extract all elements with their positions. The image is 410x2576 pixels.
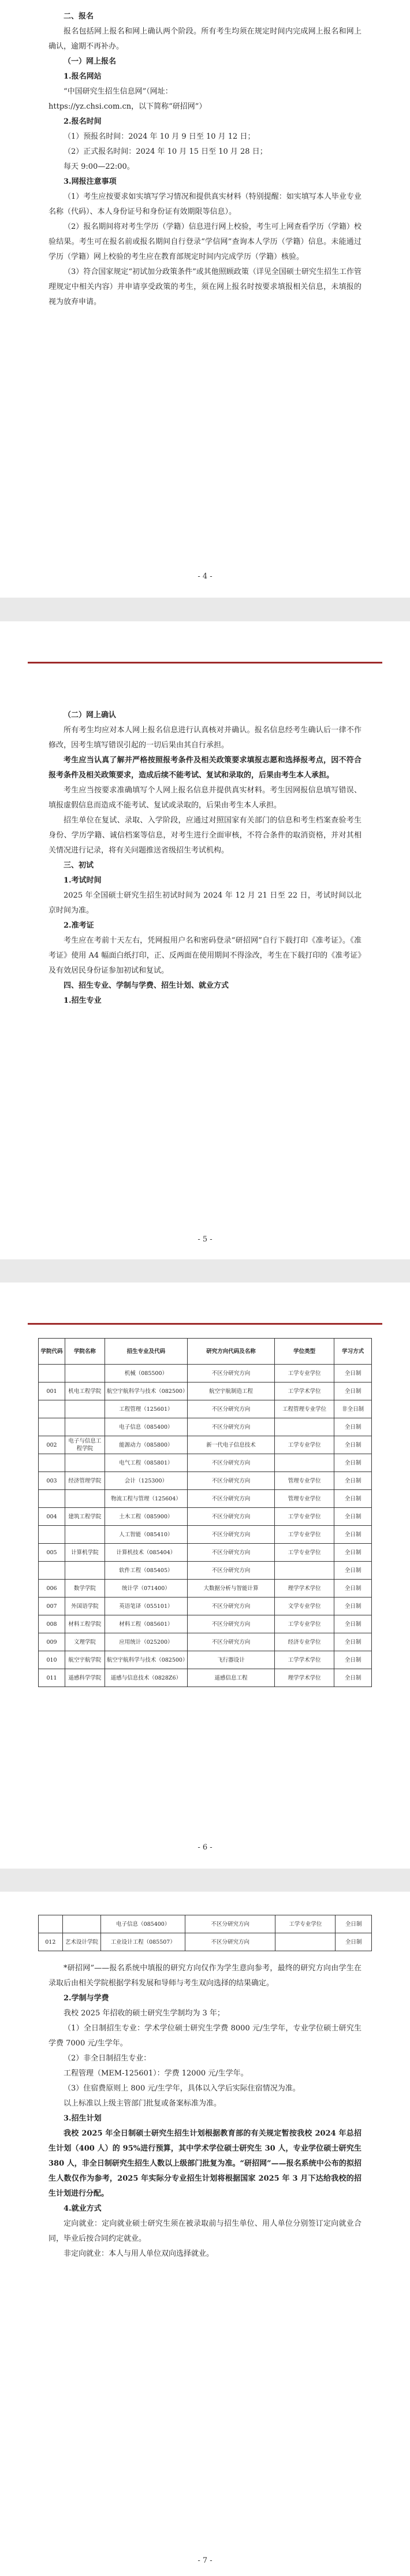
table-cell: 全日制 [334,1633,372,1651]
item-heading: 2.准考证 [64,921,94,930]
table-row [39,1508,372,1526]
table-cell: 不区分研究方向 [188,1400,275,1418]
table-cell [39,1526,65,1544]
table-cell: 工学专业学位 [275,1615,334,1633]
table-cell: 电子与信息工程学院 [65,1436,105,1454]
table-cell: 全日制 [334,1615,372,1633]
table-cell: 工学专业学位 [275,1508,334,1526]
table-cell [62,1915,101,1933]
table-row [39,1382,372,1400]
table-cell: 全日制 [334,1436,372,1454]
paragraph: （1）全日制招生专业：学术学位硕士研究生学费 8000 元/生学年，专业学位硕士研究生学费 7000 元/生学年。 [49,2024,361,2048]
table-row [39,1526,372,1544]
item-heading: 1.报名网站 [64,72,102,81]
table-row [39,1490,372,1508]
table-cell: 不区分研究方向 [185,1915,275,1933]
table-cell: 管理专业学位 [275,1472,334,1490]
table-cell: 不区分研究方向 [188,1508,275,1526]
table-row [39,1651,372,1669]
item-heading: 1.考试时间 [64,876,102,885]
paragraph: 招生单位在复试、录取、入学阶段，应通过对照国家有关部门的信息和考生档案查验考生身份、学历学籍、诚信档案等信息，对考生进行全面审核，不符合条件的取消资格，并对其相关情况进行记录，将有关问题推送省级招生考试机构。 [49,816,361,855]
table-cell: 不区分研究方向 [188,1526,275,1544]
page-body [49,1961,361,2262]
table-row [39,1580,372,1598]
table-cell: 009 [39,1633,65,1651]
paragraph: 报名包括网上报名和网上确认两个阶段。所有考生均须在规定时间内完成网上报名和网上确认，逾期不再补办。 [49,27,361,51]
subsection-heading: （一）网上报名 [64,57,117,66]
table-cell: 管理专业学位 [275,1490,334,1508]
table-cell: 002 [39,1436,65,1454]
table-cell: 全日制 [334,1365,372,1382]
paragraph: （2）非全日制招生专业： [64,2054,151,2063]
table-cell [39,1915,63,1933]
table-cell [39,1418,65,1436]
col-header: 学位类型 [275,1339,334,1365]
table-cell: 电气工程（085801） [105,1454,187,1472]
table-row [39,1436,372,1454]
table-row [39,1454,372,1472]
table-cell: 经济管理学院 [65,1472,105,1490]
table-cell: 经济专业学位 [275,1633,334,1651]
document-page-7 [0,1892,410,2576]
table-cell: 005 [39,1544,65,1562]
table-cell: 全日制 [334,1382,372,1400]
table-cell: 不区分研究方向 [188,1598,275,1615]
table-cell: 不区分研究方向 [188,1365,275,1382]
table-cell: 不区分研究方向 [188,1615,275,1633]
paragraph: 工程管理（MEM-125601）：学费 12000 元/生学年。 [64,2069,248,2078]
table-cell [65,1418,105,1436]
table-cell: 全日制 [334,1669,372,1687]
table-row [39,1472,372,1490]
table-cell: 机械（085500） [105,1365,187,1382]
table-cell [65,1454,105,1472]
table-row [39,1633,372,1651]
table-row [39,1562,372,1580]
paragraph: 以上标准以上级主管部门批复或备案标准为准。 [64,2099,222,2108]
col-header: 学院代码 [39,1339,65,1365]
table-cell: 不区分研究方向 [188,1544,275,1562]
table-cell: 007 [39,1598,65,1615]
table-cell: 工程管理（125601） [105,1400,187,1418]
paragraph: 定向就业：定向就业硕士研究生须在被录取前与招生单位、用人单位分别签订定向就业合同，毕业后按合同约定就业。 [49,2219,361,2243]
table-cell: 数学学院 [65,1580,105,1598]
item-heading: 2.报名时间 [64,117,102,126]
table-cell: 全日制 [334,1508,372,1526]
table-cell: 012 [39,1933,63,1951]
table-cell: 大数据分析与智能计算 [188,1580,275,1598]
document-page-4 [0,0,410,598]
table-cell: 材料工程学院 [65,1615,105,1633]
table-cell [65,1562,105,1580]
table-cell: 航空宇航科学与技术（082500） [105,1382,187,1400]
section-heading-exam: 三、初试 [64,861,94,870]
table-cell: 文学专业学位 [275,1598,334,1615]
table-cell: 不区分研究方向 [185,1933,275,1951]
item-heading: 3.网报注意事项 [64,177,117,186]
paragraph: “中国研究生招生信息网”（网址： [64,87,173,96]
table-cell: 工学学术学位 [275,1651,334,1669]
table-cell: 机电工程学院 [65,1382,105,1400]
table-row [39,1615,372,1633]
paragraph: 我校 2025 年招收的硕士研究生学制均为 3 年； [64,2009,225,2018]
table-cell: 004 [39,1508,65,1526]
table-cell [275,1454,334,1472]
table-cell: 不区分研究方向 [188,1418,275,1436]
document-page-5 [0,621,410,1259]
col-header: 研究方向代码及名称 [188,1339,275,1365]
table-cell: 工学专业学位 [275,1915,336,1933]
table-cell: 航空宇航学院 [65,1651,105,1669]
table-cell: 物流工程与管理（125604） [105,1490,187,1508]
table-cell [65,1365,105,1382]
table-row [39,1365,372,1382]
page-body [49,708,361,1009]
subsection-heading: （二）网上确认 [64,711,117,720]
table-header-row [39,1339,372,1365]
table-cell: 不区分研究方向 [188,1490,275,1508]
col-header: 学院名称 [65,1339,105,1365]
table-cell: 土木工程（085900） [105,1508,187,1526]
table-cell: 外国语学院 [65,1598,105,1615]
page-body [49,9,361,310]
table-cell: 会计（125300） [105,1472,187,1490]
table-cell: 全日制 [336,1933,372,1951]
table-cell [39,1365,65,1382]
table-cell: 计算机学院 [65,1544,105,1562]
table-cell: 软件工程（085405） [105,1562,187,1580]
table-cell: 工学专业学位 [275,1436,334,1454]
table-cell [275,1562,334,1580]
table-cell: 人工智能（085410） [105,1526,187,1544]
table-cell: 应用统计（025200） [105,1633,187,1651]
bold-notice: 考生应当认真了解并严格按照报考条件及相关政策要求填报志愿和选择报考点，因不符合报考条件及相关政策要求，造成后续不能考试、复试和录取的，后果由考生本人承担。 [49,756,361,780]
table-cell [39,1400,65,1418]
table-cell: 全日制 [334,1472,372,1490]
table-cell: 航空宇航制造工程 [188,1382,275,1400]
section-heading-majors: 四、招生专业、学制与学费、招生计划、就业方式 [64,981,229,990]
table-cell: 008 [39,1615,65,1633]
website-link[interactable]: https://yz.chsi.com.cn，以下简称“研招网”） [49,102,207,111]
table-row [39,1400,372,1418]
table-cell [65,1526,105,1544]
table-cell [39,1490,65,1508]
paragraph: 考生应在考前十天左右，凭网报用户名和密码登录“研招网”自行下载打印《准考证》。《准考证》使用 A4 幅面白纸打印，正、反两面在使用期间不得涂改，考生在下载打印的《准考证》及有效居民身份证参加初试和复试。 [49,936,361,975]
table-cell: 不区分研究方向 [188,1633,275,1651]
table-row [39,1418,372,1436]
paragraph: 2025 年全国硕士研究生招生初试时间为 2024 年 12 月 21 日至 22 日，考试时间以北京时间为准。 [49,891,361,915]
table-cell: 理学学术学位 [275,1580,334,1598]
bold-paragraph: 我校 2025 年全日制硕士研究生招生计划根据教育部的有关规定暂按我校 2024 年总招生计划（400 人）的 95%进行预算，其中学术学位硕士研究生 30 人，专业学位硕士研究生 380 人，非全日制研究生招生人数以上级部门批复为准。“研招网”——报名系统中公布的拟招生人数仅作为参考，2025 年实际分专业招生计划将根据国家 2025 年 3 月下达给我校的招生计划进行分配。 [49,2129,361,2198]
table-cell: 全日制 [334,1598,372,1615]
table-cell: 全日制 [334,1526,372,1544]
paragraph: （2）报名期间将对考生学历（学籍）信息进行网上校验，考生可上网查看学历（学籍）校验结果。考生可在报名前或报名期间自行登录“学信网”查询本人学历（学籍）信息。未能通过学历（学籍）网上校验的考生应在教育部规定时间内完成学历（学籍）核验。 [49,223,361,261]
table-cell: 不区分研究方向 [188,1472,275,1490]
paragraph: （3）符合国家规定“初试加分政策条件”或其他照顾政策（详见全国硕士研究生招生工作管理规定中相关内容）并申请享受政策的考生，须在网上报名时按要求填报相关信息，未填报的视为放弃申请。 [49,268,361,306]
table-cell: 工学专业学位 [275,1544,334,1562]
table-cell: 工程管理专业学位 [275,1400,334,1418]
paragraph: 每天 9:00—22:00。 [64,162,135,171]
table-cell: 非全日制 [334,1400,372,1418]
table-cell: 工业设计工程（085507） [101,1933,185,1951]
header-rule [28,662,382,664]
item-heading: 1.招生专业 [64,996,102,1005]
table-cell: 材料工程（085601） [105,1615,187,1633]
paragraph: 考生应当按要求准确填写个人网上报名信息并提供真实材料。考生因网报信息填写错误、填报虚假信息而造成不能考试、复试或录取的，后果由考生本人承担。 [49,786,361,810]
item-heading: 2.学制与学费 [64,1994,109,2003]
table-row [39,1915,372,1933]
table-cell: 新一代电子信息技术 [188,1436,275,1454]
table-cell: 不区分研究方向 [188,1562,275,1580]
table-cell: 遥感与信息技术（0828Z6） [105,1669,187,1687]
table-cell: 艺术设计学院 [62,1933,101,1951]
table-cell [39,1454,65,1472]
col-header: 招生专业及代码 [105,1339,187,1365]
page-number: - 4 - [197,572,213,581]
table-cell: 英语笔译（055101） [105,1598,187,1615]
table-cell: 全日制 [334,1544,372,1562]
table-cell: 电子信息（085400） [101,1915,185,1933]
majors-table-continued [38,1915,372,1951]
table-row [39,1598,372,1615]
table-cell [65,1400,105,1418]
table-cell: 011 [39,1669,65,1687]
table-cell: 全日制 [334,1580,372,1598]
table-cell: 010 [39,1651,65,1669]
table-cell: 006 [39,1580,65,1598]
table-cell: 全日制 [334,1418,372,1436]
table-cell: 全日制 [334,1490,372,1508]
table-row [39,1933,372,1951]
paragraph: （1）预报名时间：2024 年 10 月 9 日至 10 月 12 日； [64,132,255,141]
paragraph: 非定向就业：本人与用人单位双向选择就业。 [64,2249,214,2258]
table-cell: 不区分研究方向 [188,1454,275,1472]
table-cell: 文理学院 [65,1633,105,1651]
paragraph: （3）住宿费原则上 800 元/生学年，具体以入学后实际住宿情况为准。 [64,2084,300,2093]
table-cell: 全日制 [336,1915,372,1933]
table-cell [275,1418,334,1436]
page-number: - 6 - [197,1843,213,1852]
table-cell: 全日制 [334,1562,372,1580]
page-number: - 5 - [197,1235,213,1244]
paragraph: 所有考生均应对本人网上报名信息进行认真核对并确认。报名信息经考生确认后一律不作修改，因考生填写错误引起的一切后果由其自行承担。 [49,726,361,750]
table-cell: 003 [39,1472,65,1490]
table-cell: 理学学术学位 [275,1669,334,1687]
table-row [39,1544,372,1562]
page-number: - 7 - [197,2556,213,2565]
table-cell: 工学专业学位 [275,1526,334,1544]
table-cell: 001 [39,1382,65,1400]
table-cell: 计算机技术（085404） [105,1544,187,1562]
table-cell [275,1933,336,1951]
header-rule [28,1323,382,1325]
table-cell: 统计学（071400） [105,1580,187,1598]
section-heading-registration: 二、报名 [64,12,94,21]
item-heading: 3.招生计划 [64,2114,102,2123]
table-cell: 全日制 [334,1454,372,1472]
table-cell: 工学学术学位 [275,1382,334,1400]
table-cell: 建筑工程学院 [65,1508,105,1526]
table-cell: 全日制 [334,1651,372,1669]
table-row [39,1669,372,1687]
item-heading: 4.就业方式 [64,2204,102,2213]
paragraph: *研招网”——报名系统中填报的研究方向仅作为学生意向参考，最终的研究方向由学生在录取后由相关学院根据学科发展和导师与考生双向选择的结果确定。 [49,1964,361,1988]
table-cell: 飞行器设计 [188,1651,275,1669]
majors-table [38,1338,372,1687]
col-header: 学习方式 [334,1339,372,1365]
paragraph: （2）正式报名时间：2024 年 10 月 15 日至 10 月 28 日； [64,147,267,156]
table-cell: 遥感信息工程 [188,1669,275,1687]
document-page-6 [0,1283,410,1869]
paragraph: （1）考生应按要求如实填写学习情况和提供真实材料（特别提醒：如实填写本人毕业专业名称（代码）、本人身份证号和身份证有效期限等信息）。 [49,192,361,216]
table-cell: 航空宇航科学与技术（082500） [105,1651,187,1669]
table-cell [39,1562,65,1580]
table-cell: 能源动力（085800） [105,1436,187,1454]
table-cell: 工学专业学位 [275,1365,334,1382]
table-cell: 电子信息（085400） [105,1418,187,1436]
table-cell [65,1490,105,1508]
table-cell: 遥感科学学院 [65,1669,105,1687]
